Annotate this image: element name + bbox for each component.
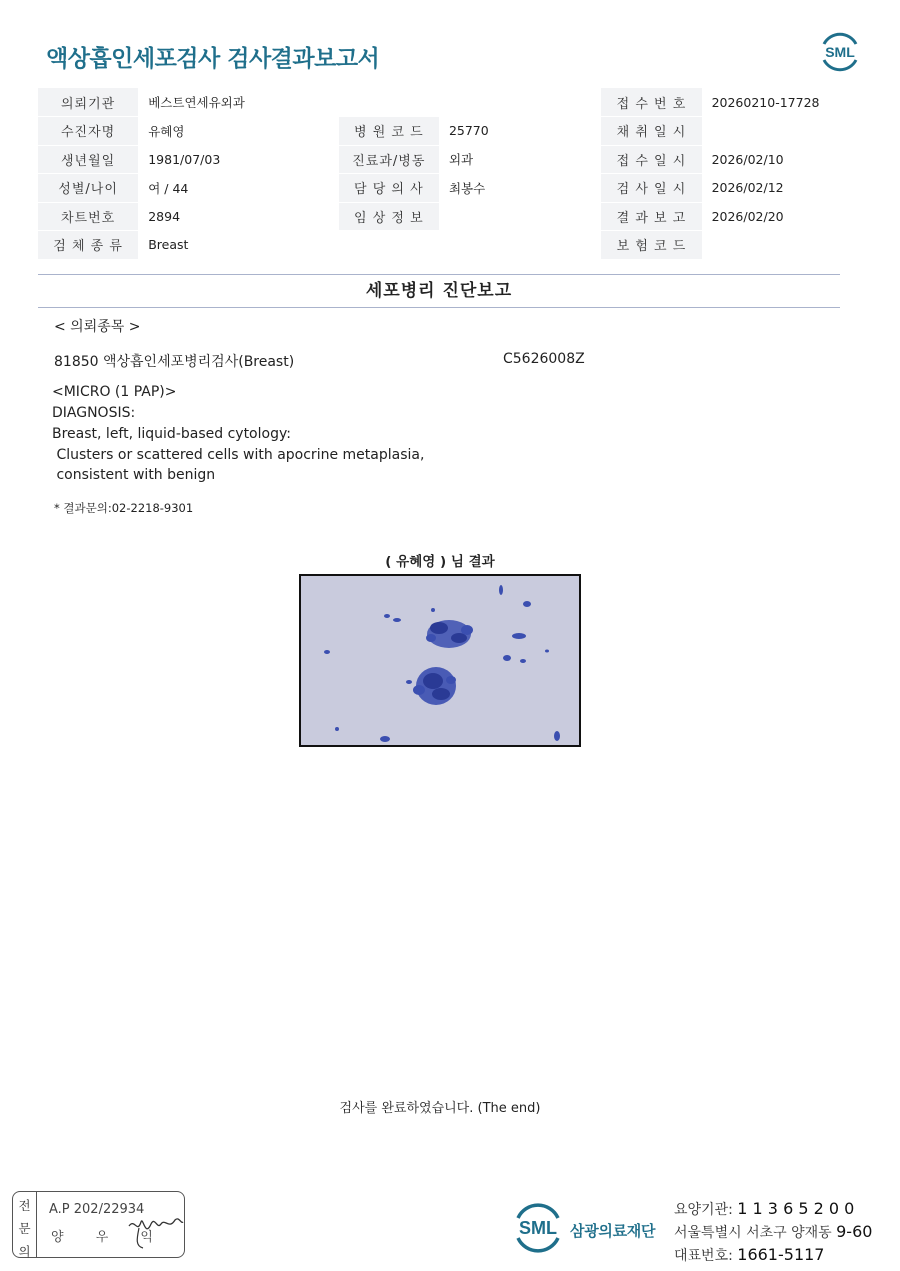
info-label [339, 88, 439, 117]
info-row [38, 117, 864, 146]
svg-text:SML: SML [825, 44, 855, 60]
info-value [439, 88, 601, 117]
info-label: 결 과 보 고 [601, 202, 701, 231]
info-label: 채 취 일 시 [601, 117, 701, 146]
info-value: 20260210-17728 [702, 88, 864, 117]
info-label: 보 험 코 드 [601, 231, 701, 260]
info-value: Breast [138, 231, 338, 260]
section-divider-bottom [38, 307, 840, 308]
info-value: 외과 [439, 145, 601, 174]
institution-code: 요양기관: 1 1 3 6 5 2 0 0 [674, 1199, 855, 1218]
info-label: 검 사 일 시 [601, 174, 701, 203]
address: 서울특별시 서초구 양재동 9-60 [674, 1222, 873, 1241]
info-label: 성별/나이 [38, 174, 138, 203]
end-text: 검사를 완료하였습니다. (The end) [339, 1101, 541, 1116]
photo-caption: ( 유혜영 ) 님 결과 [385, 554, 495, 570]
stamp-side-char: 의 [18, 1244, 31, 1259]
info-value [439, 231, 601, 260]
info-value [702, 231, 864, 260]
info-label: 접 수 일 시 [601, 145, 701, 174]
info-value: 2026/02/10 [702, 145, 864, 174]
info-label [339, 231, 439, 260]
section-title: 세포병리 진단보고 [365, 281, 513, 301]
info-label: 수진자명 [38, 117, 138, 146]
request-code: C5626008Z [503, 351, 585, 367]
info-value [439, 202, 601, 231]
info-value: 유혜영 [138, 117, 338, 146]
info-label: 진료과/병동 [339, 145, 439, 174]
diagnosis-line: Breast, left, liquid-based cytology: [52, 426, 291, 442]
info-label: 임 상 정 보 [339, 202, 439, 231]
info-label: 생년월일 [38, 145, 138, 174]
specialist-stamp [12, 1191, 185, 1258]
report-title: 액상흡인세포검사 검사결과보고서 [46, 46, 380, 72]
sml-logo-icon [818, 30, 862, 74]
info-row [38, 145, 864, 174]
micro-label: <MICRO (1 PAP)> [52, 384, 177, 400]
stamp-license: A.P 202/22934 [49, 1202, 145, 1217]
svg-text:SML: SML [519, 1218, 557, 1238]
cytology-cells-image [301, 576, 579, 745]
phone-number: 대표번호: 1661-5117 [674, 1245, 825, 1264]
diagnosis-line: consistent with benign [52, 467, 216, 483]
info-value: 1981/07/03 [138, 145, 338, 174]
signature-icon [125, 1208, 185, 1252]
info-label: 접 수 번 호 [601, 88, 701, 117]
info-value: 최봉수 [439, 174, 601, 203]
info-label: 차트번호 [38, 202, 138, 231]
cytology-image [299, 574, 581, 747]
info-label: 검 체 종 류 [38, 231, 138, 260]
info-row [38, 202, 864, 231]
diagnosis-label: DIAGNOSIS: [52, 405, 136, 421]
info-value: 2026/02/20 [702, 202, 864, 231]
stamp-name: 양 우 익 [51, 1230, 167, 1245]
info-row [38, 174, 864, 203]
stamp-side [13, 1192, 37, 1257]
info-label: 의뢰기관 [38, 88, 138, 117]
info-value: 2026/02/12 [702, 174, 864, 203]
contact-info: * 결과문의:02-2218-9301 [54, 501, 194, 515]
info-label: 병 원 코 드 [339, 117, 439, 146]
info-row [38, 88, 864, 117]
diagnosis-line: Clusters or scattered cells with apocrine metaplasia, [52, 447, 425, 463]
request-item: 81850 액상흡인세포병리검사(Breast) [54, 354, 295, 370]
organization-name: 삼광의료재단 [570, 1222, 656, 1240]
stamp-side-char: 전 [18, 1198, 31, 1213]
request-heading: < 의뢰종목 > [54, 319, 141, 335]
patient-info-table [38, 88, 864, 260]
info-label: 담 당 의 사 [339, 174, 439, 203]
info-value [702, 117, 864, 146]
stamp-side-char: 문 [18, 1221, 31, 1236]
info-value: 2894 [138, 202, 338, 231]
info-value: 25770 [439, 117, 601, 146]
info-value: 여 / 44 [138, 174, 338, 203]
section-divider-top [38, 274, 840, 275]
sml-logo-icon [510, 1200, 566, 1256]
info-value: 베스트연세유외과 [138, 88, 338, 117]
info-row [38, 231, 864, 260]
